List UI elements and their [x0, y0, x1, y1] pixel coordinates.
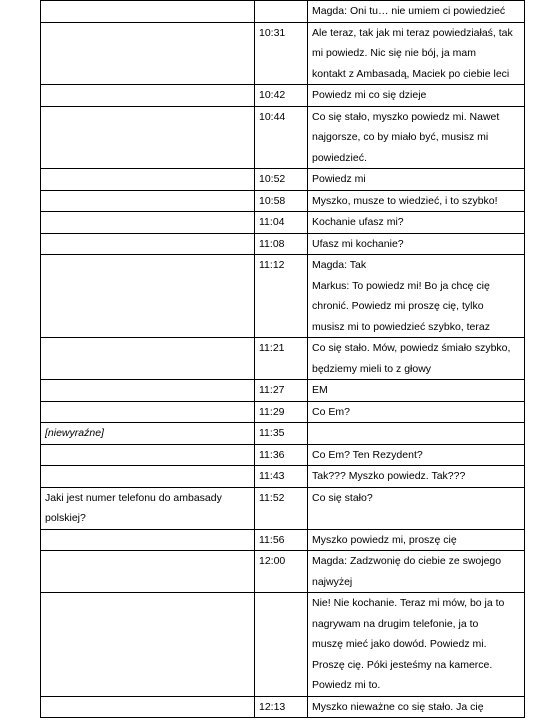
utterance-cell: Myszko, musze to wiedzieć, i to szybko! — [308, 190, 525, 212]
utterance-cell: Powiedz mi — [308, 169, 525, 191]
table-row — [41, 696, 525, 718]
utterance-cell: EM — [308, 380, 525, 402]
table-row — [41, 593, 525, 697]
table-row — [41, 487, 525, 529]
time-cell: 11:35 — [255, 423, 308, 445]
time-cell: 11:08 — [255, 233, 308, 255]
utterance-cell: Magda: Zadzwonię do ciebie ze swojego najwyżej — [308, 551, 525, 593]
utterance-cell: Myszko powiedz mi, proszę cię — [308, 529, 525, 551]
speaker-cell — [41, 551, 255, 593]
table-row — [41, 1, 525, 23]
speaker-cell — [41, 22, 255, 85]
utterance-cell: Ale teraz, tak jak mi teraz powiedziałaś, tak mi powiedz. Nic się nie bój, ja mam kontakt z Ambasadą, Maciek po ciebie leci — [308, 22, 525, 85]
time-cell: 11:29 — [255, 401, 308, 423]
utterance-cell: Nie! Nie kochanie. Teraz mi mów, bo ja to nagrywam na drugim telefonie, ja to muszę mieć jako dowód. Powiedz mi. Proszę cię. Póki jesteśmy na kamerce. Powiedz mi to. — [308, 593, 525, 697]
utterance-cell: Co się stało. Mów, powiedz śmiało szybko, będziemy mieli to z głowy — [308, 338, 525, 380]
time-cell: 10:52 — [255, 169, 308, 191]
table-row — [41, 444, 525, 466]
utterance-cell: Co się stało? — [308, 487, 525, 529]
speaker-cell — [41, 444, 255, 466]
utterance-cell: Kochanie ufasz mi? — [308, 212, 525, 234]
speaker-cell — [41, 1, 255, 23]
time-cell: 12:13 — [255, 696, 308, 718]
time-cell: 11:52 — [255, 487, 308, 529]
transcript-table — [40, 0, 525, 718]
utterance-cell: Myszko nieważne co się stało. Ja cię — [308, 696, 525, 718]
speaker-cell — [41, 169, 255, 191]
table-row — [41, 85, 525, 107]
utterance-cell: Powiedz mi co się dzieje — [308, 85, 525, 107]
speaker-cell — [41, 696, 255, 718]
utterance-cell: Co się stało, myszko powiedz mi. Nawet najgorsze, co by miało być, musisz mi powiedzieć. — [308, 106, 525, 169]
table-row — [41, 551, 525, 593]
table-row — [41, 423, 525, 445]
time-cell: 12:00 — [255, 551, 308, 593]
speaker-cell: Jaki jest numer telefonu do ambasady polskiej? — [41, 487, 255, 529]
utterance-cell: Ufasz mi kochanie? — [308, 233, 525, 255]
table-row — [41, 529, 525, 551]
table-row — [41, 233, 525, 255]
table-row — [41, 22, 525, 85]
time-cell: 10:44 — [255, 106, 308, 169]
time-cell — [255, 1, 308, 23]
time-cell: 10:58 — [255, 190, 308, 212]
time-cell: 11:43 — [255, 466, 308, 488]
speaker-cell — [41, 255, 255, 338]
table-row — [41, 338, 525, 380]
speaker-cell — [41, 401, 255, 423]
table-row — [41, 466, 525, 488]
table-row — [41, 106, 525, 169]
speaker-cell — [41, 529, 255, 551]
time-cell: 11:04 — [255, 212, 308, 234]
time-cell: 11:27 — [255, 380, 308, 402]
speaker-cell — [41, 85, 255, 107]
utterance-cell: Magda: Oni tu… nie umiem ci powiedzieć — [308, 1, 525, 23]
speaker-cell — [41, 190, 255, 212]
speaker-cell — [41, 380, 255, 402]
time-cell: 11:12 — [255, 255, 308, 338]
transcript-body — [41, 1, 525, 718]
table-row — [41, 380, 525, 402]
time-cell: 11:36 — [255, 444, 308, 466]
table-row — [41, 190, 525, 212]
time-cell: 11:56 — [255, 529, 308, 551]
time-cell: 11:21 — [255, 338, 308, 380]
time-cell: 10:31 — [255, 22, 308, 85]
table-row — [41, 212, 525, 234]
utterance-cell: Co Em? Ten Rezydent? — [308, 444, 525, 466]
utterance-cell: Tak??? Myszko powiedz. Tak??? — [308, 466, 525, 488]
speaker-cell — [41, 593, 255, 697]
speaker-cell — [41, 233, 255, 255]
utterance-cell — [308, 423, 525, 445]
utterance-cell: Magda: Tak Markus: To powiedz mi! Bo ja chcę cię chronić. Powiedz mi proszę cię, tylko musisz mi to powiedzieć szybko, teraz — [308, 255, 525, 338]
speaker-cell — [41, 338, 255, 380]
speaker-cell — [41, 466, 255, 488]
table-row — [41, 255, 525, 338]
table-row — [41, 401, 525, 423]
time-cell — [255, 593, 308, 697]
speaker-cell — [41, 106, 255, 169]
speaker-cell: [niewyraźne] — [41, 423, 255, 445]
utterance-cell: Co Em? — [308, 401, 525, 423]
table-row — [41, 169, 525, 191]
speaker-cell — [41, 212, 255, 234]
time-cell: 10:42 — [255, 85, 308, 107]
